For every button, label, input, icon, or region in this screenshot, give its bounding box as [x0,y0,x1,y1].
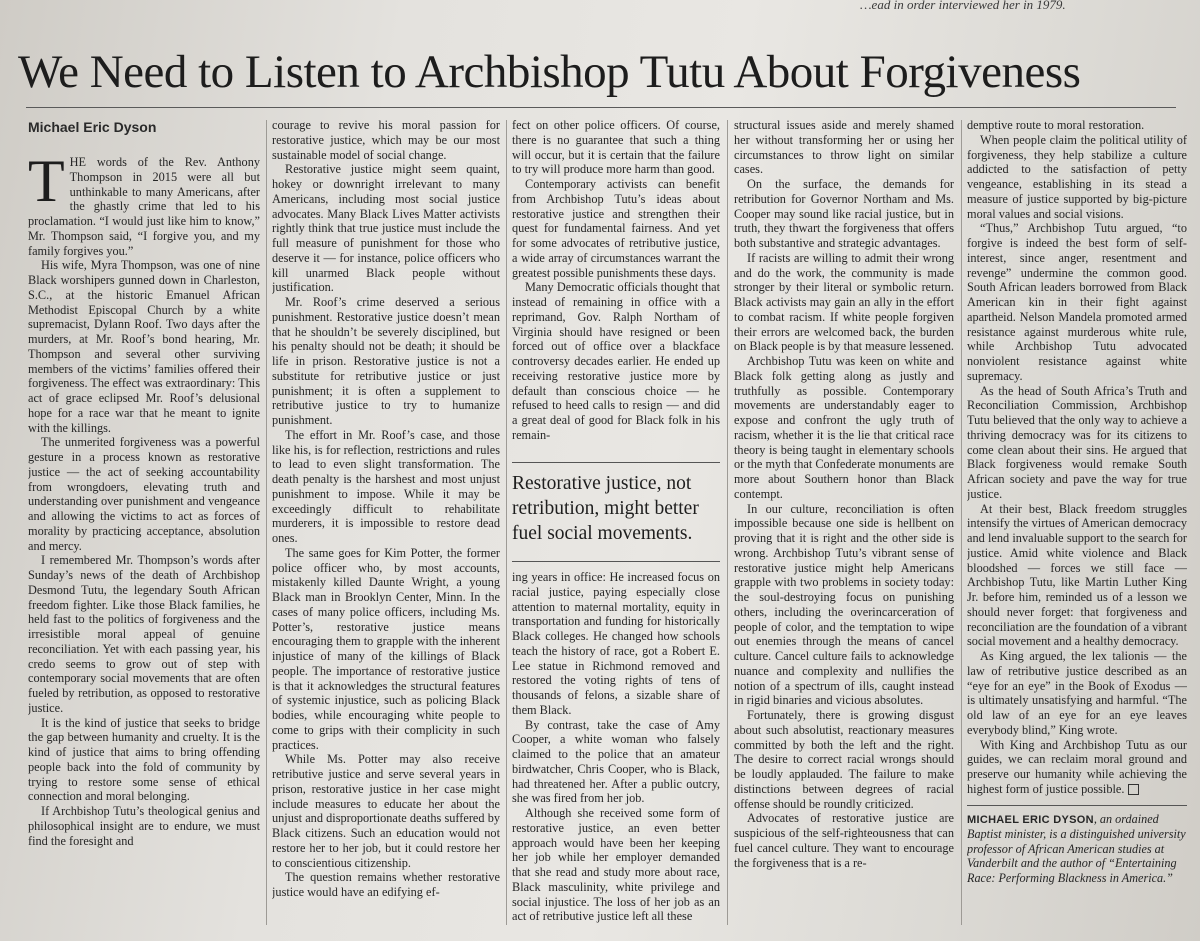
column-1 [28,155,260,930]
drop-cap: T [28,155,65,214]
paragraph: Many Democratic officials thought that instead of remaining in office with a reprimand, Gov. Ralph Northam of Virginia should have resigned or been forced out of office over a blackface controversy decades earlier. He ended up receiving restorative justice more by default than conscious choice — he refused to heed calls to resign — and did a great deal of good for Black folk in his remain- [512,280,720,442]
paragraph: “Thus,” Archbishop Tutu argued, “to forgive is indeed the best form of self-interest, since anger, resentment and revenge” undermine the common good. South African leaders borrowed from Black American kin in their fight against apartheid. Nelson Mandela promoted armed resistance against murderous white rule, while Archbishop Tutu advocated nonviolent resistance against white supremacy. [967,221,1187,383]
paragraph: The question remains whether restorative justice would have an edifying ef- [272,870,500,899]
paragraph: On the surface, the demands for retribution for Governor Northam and Ms. Cooper may sound like racial justice, but in truth, they thwart the forgiveness that offers both substantive and strategic advantages. [734,177,954,250]
column-5 [967,118,1187,928]
paragraph: It is the kind of justice that seeks to bridge the gap between humanity and cruelty. It is the kind of justice that aims to bring offending people back into the fold of community by trying to restore some sense of ethical connection and moral belonging. [28,715,260,804]
column-3-bottom [512,570,720,930]
paragraph: Fortunately, there is growing disgust about such absolutist, reactionary measures committed by both the left and the right. The desire to correct racial wrongs should be loudly applauded. The failure to make distinctions between degrees of racial offense should be roundly criticized. [734,708,954,811]
paragraph: Advocates of restorative justice are suspicious of the self-righteousness that can fuel cancel culture. They want to encourage the forgiveness that is a re- [734,811,954,870]
paragraph: With King and Archbishop Tutu as our guides, we can reclaim moral ground and preserve our humanity while achieving the highest form of justice possible. [967,737,1187,796]
paragraph: Contemporary activists can benefit from Archbishop Tutu’s ideas about restorative justice and strengthen their quest for fundamental fairness. And yet for some advocates of retributive justice, a wide array of circumstances warrant the greatest possible punishments these days. [512,177,720,280]
byline: Michael Eric Dyson [28,119,157,135]
paragraph: In our culture, reconciliation is often impossible because one side is hellbent on proving that it is right and the other side is wrong. Archbishop Tutu’s vibrant sense of restorative justice might help Americans grapple with two problems in society today: the soul-destroying focus on punishing others, including the overincarceration of people of color, and the temptation to wipe out enemies through the means of cancel culture. Cancel culture fails to acknowledge nuance and complexity and nullifies the notion of a spectrum of ills, caught instead in rigid binaries and vicious absolutes. [734,501,954,708]
column-divider [961,120,962,925]
paragraph: fect on other police officers. Of course, there is no guarantee that such a thing will occur, but it is certain that the failure to try will produce more harm than good. [512,118,720,177]
end-mark-icon [1128,784,1139,795]
column-3-top [512,118,720,454]
author-bio-name: MICHAEL ERIC DYSON [967,813,1094,826]
paragraph: structural issues aside and merely shamed her without transforming her or using her circumstances to throw light on similar cases. [734,118,954,177]
headline: We Need to Listen to Archbishop Tutu About Forgiveness [18,46,1081,98]
paragraph: His wife, Myra Thompson, was one of nine Black worshipers gunned down in Charleston, S.C., at the historic Emanuel African Methodist Episcopal Church by a white supremacist, Dylann Roof. Two days after the murders, at Mr. Roof’s bond hearing, Mr. Thompson and several other surviving members of the victims’ families offered their forgiveness. The effect was extraordinary: This act of grace eclipsed Mr. Roof’s delusional hope for a race war that he meant to ignite with the killings. [28,258,260,435]
paragraph: If racists are willing to admit their wrong and do the work, the community is made stronger by their literal or symbolic return. Black activists may gain an ally in the effort to combat racism. If white people forgiven their errors are welcomed back, the burden on Black people is by that measure lessened. [734,250,954,354]
paragraph: As the head of South Africa’s Truth and Reconciliation Commission, Archbishop Tutu believed that the only way to achieve a thriving democracy was for its citizens to come clean about their sins. He argued that Black forgiveness would remake South African society and pave the way for true justice. [967,383,1187,501]
paragraph: Archbishop Tutu was keen on white and Black folk getting along as justly and truthfully as possible. Contemporary movements are understandably eager to expose and confront the ugly truth of racism, whether it is the lie that critical race theory is being taught in elementary schools or the myth that Confederate monuments are more about Southern honor than Black contempt. [734,354,954,501]
paragraph: As King argued, the lex talionis — the law of retributive justice described as an “eye for an eye” in the Book of Exodus — is ultimately unsatisfying and harmful. “The old law of an eye for an eye leaves everybody blind,” King wrote. [967,649,1187,737]
author-bio-text: , an ordained Baptist minister, is a distinguished university professor of African American studies at Vanderbilt and the author of “Entertaining Race: Performing Blackness in America.” [967,811,1186,885]
paragraph: While Ms. Potter may also receive retributive justice and serve several years in prison, restorative justice in her case might include measures to educate her about the unjust and disproportionate deaths suffered by Black citizens. Such an education would not restore her to her job, but it could restore her to conscientious citizenship. [272,752,500,870]
paragraph: Restorative justice might seem quaint, hokey or downright irrelevant to many Americans, including most social justice advocates. Many Black Lives Matter activists rightly think that true justice must include the full measure of punishment for those who deserve it — for instance, police officers who kill unarmed Black people without justification. [272,162,500,295]
author-bio [967,805,1187,886]
paragraph: demptive route to moral restoration. [967,118,1145,132]
column-divider [506,120,507,925]
column-4 [734,118,954,928]
column-divider [266,120,267,925]
paragraph: courage to revive his moral passion for restorative justice, which may be our most sustainable model of social change. [272,118,500,162]
paragraph: Although she received some form of restorative justice, an even better approach would have been her keeping her job while her employer demanded that she read and study more about race, Black masculinity, white privilege and social injustice. The loss of her job as an act of retributive justice left all these [512,806,720,924]
paragraph: Mr. Roof’s crime deserved a serious punishment. Restorative justice doesn’t mean that he shouldn’t be severely disciplined, but his penalty should not be death; it should be life in prison. Restorative justice is not a substitute for retributive justice or just punishment; it is often a supplement to retributive justice to try to humanize punishment. [272,295,500,427]
paragraph: At their best, Black freedom struggles intensify the virtues of American democracy and lend invaluable support to the search for justice. Amid white violence and Black bloodshed — forces we still face — Archbishop Tutu, like Martin Luther King Jr. before him, reminded us of a lesson we should never forget: that forgiveness and reconciliation are the foundation of a vibrant social movement and a healthy democracy. [967,501,1187,649]
pull-quote: Restorative justice, not retribution, might better fuel social movements. [512,462,720,562]
column-2 [272,118,500,928]
column-divider [727,120,728,925]
paragraph: ing years in office: He increased focus on racial justice, paying especially close attention to maternal mortality, equity in transportation and funding for historically Black colleges. He changed how schools teach the history of race, got a Robert E. Lee statue in Richmond removed and restored the voting rights of tens of thousands of felons, a sizable share of them Black. [512,570,720,717]
headline-rule [26,107,1176,108]
paragraph: By contrast, take the case of Amy Cooper, a white woman who falsely claimed to the police that an amateur birdwatcher, Chris Cooper, who is Black, had threatened her. After a public outcry, she was fired from her job. [512,717,720,806]
paragraph: The unmerited forgiveness was a powerful gesture in a process known as restorative justice — the act of seeking accountability from wrongdoers, elevating truth and understanding over punishment and vengeance and allowing the victims to act as forces of morality by practicing acceptance, absolution and mercy. [28,435,260,553]
paragraph: The effort in Mr. Roof’s case, and those like his, is for reflection, restrictions and rules to lead to even slight transformation. The death penalty is the harshest and most unjust punishment to impose. While it may be exceedingly difficult to rehabilitate murderers, it is impossible to restore dead ones. [272,427,500,545]
paragraph: If Archbishop Tutu’s theological genius and philosophical insight are to endure, we must find the foresight and [28,804,260,848]
paragraph: The same goes for Kim Potter, the former police officer who, by most accounts, mistakenly killed Daunte Wright, a young Black man in Brooklyn Center, Minn. In the cases of many police officers, including Ms. Potter’s, restorative justice means encouraging them to grapple with the inherent injustice of many of the killings of Black people. The importance of restorative justice is that it acknowledges the structural features of systemic injustice, such as policing Black bodies, while encouraging white people to come to grips with their complicity in such practices. [272,545,500,752]
paragraph: When people claim the political utility of forgiveness, they help stabilize a culture addicted to the satisfaction of petty vengeance, establishing in its stead a measure of justice supported by big-picture moral values and social visions. [967,132,1187,221]
previous-article-fragment: …ead in order interviewed her in 1979. [860,0,1066,10]
paragraph: THE words of the Rev. Anthony Thompson in 2015 were all but unthinkable to many Americans, after the ghastly crime that led to his proclamation. “I would just like him to know,” Mr. Thompson said, “I forgive you, and my family forgives you.” [28,155,260,258]
paragraph: I remembered Mr. Thompson’s words after Sunday’s news of the death of Archbishop Desmond Tutu, the legendary South African freedom fighter. Like those Black families, he held fast to the politics of forgiveness and the irresistible moral appeal of genuine reconciliation. Yet with each passing year, his credo seems to grow out of step with contemporary social movements that are often fueled by retribution, as opposed to restorative justice. [28,553,260,715]
